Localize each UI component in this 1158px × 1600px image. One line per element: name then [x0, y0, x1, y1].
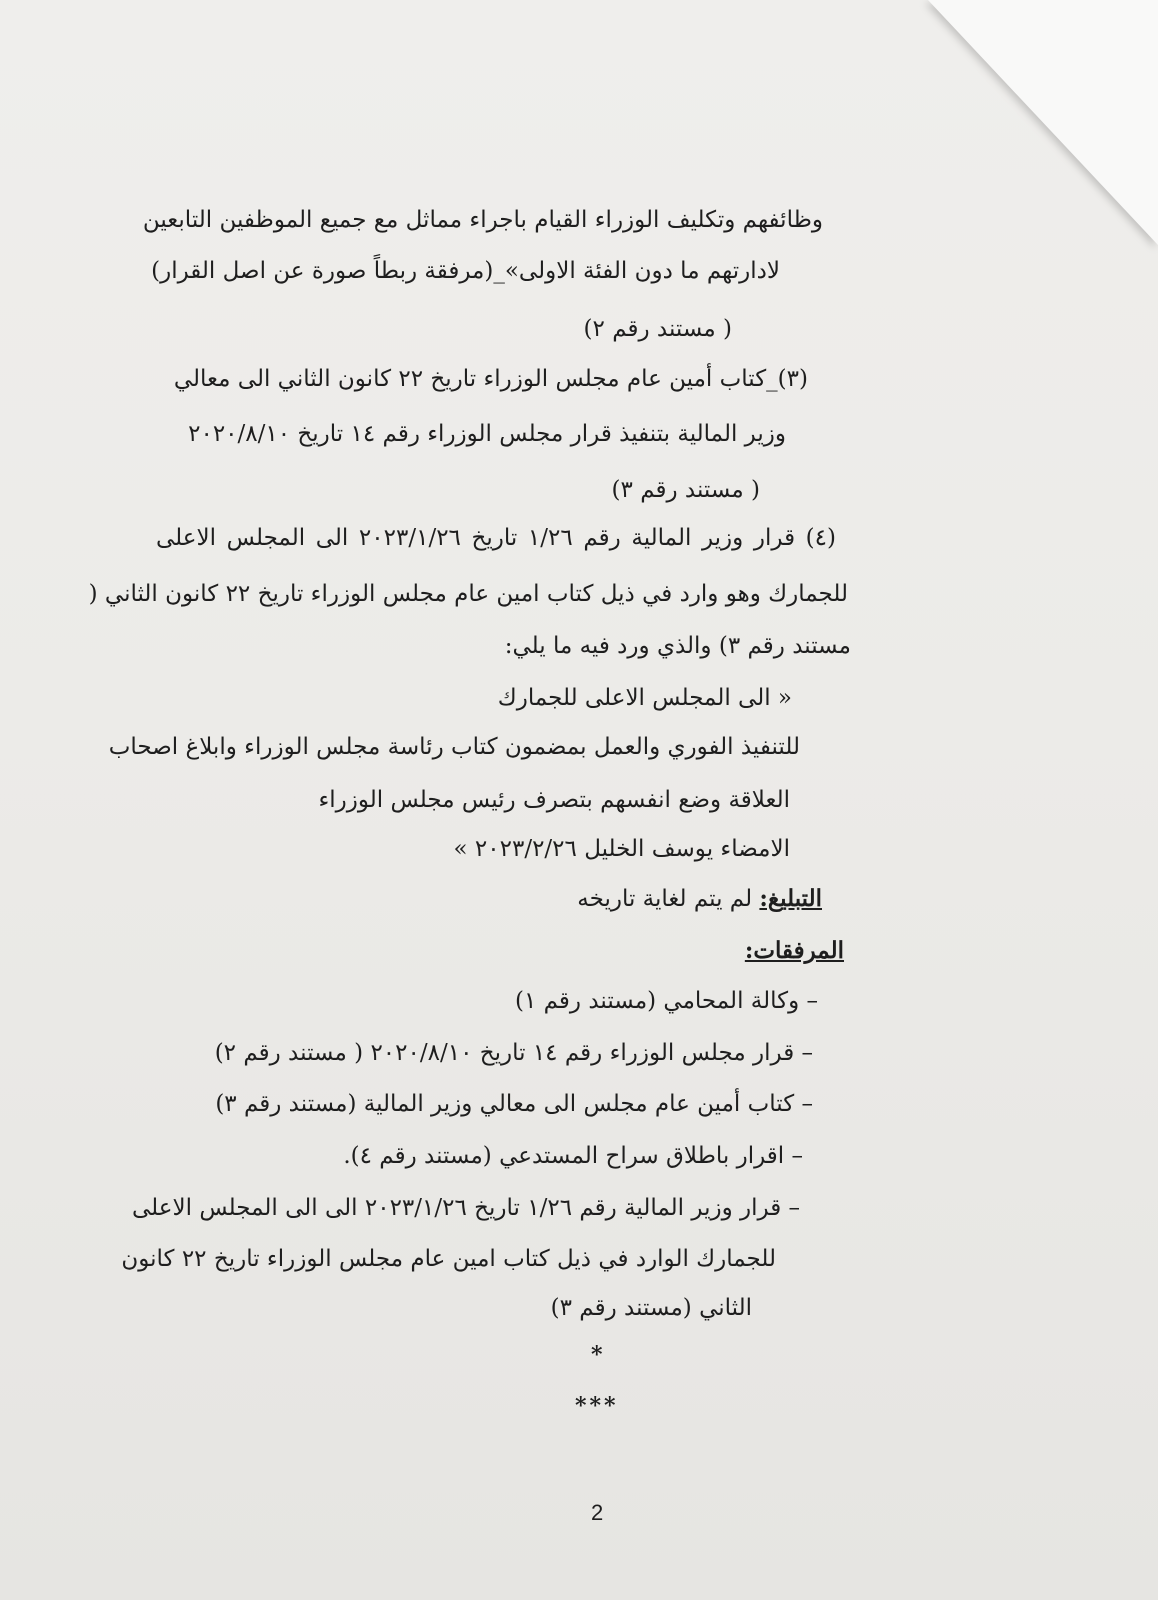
text-line-4: (٣)_كتاب أمين عام مجلس الوزراء تاريخ ٢٢ كانون الثاني الى معالي — [173, 366, 808, 392]
attachment-item: – اقرار باطلاق سراح المستدعي (مستند رقم ٤). — [343, 1141, 803, 1171]
text-line-8: للجمارك وهو وارد في ذيل كتاب امين عام مجلس الوزراء تاريخ ٢٢ كانون الثاني ( — [88, 581, 848, 607]
text-line-9: مستند رقم ٣) والذي ورد فيه ما يلي: — [504, 633, 851, 659]
attachment-continuation: الثاني (مستند رقم ٣) — [550, 1295, 752, 1321]
text-line-5: وزير المالية بتنفيذ قرار مجلس الوزراء رقم ١٤ تاريخ ٢٠٢٠/٨/١٠ — [188, 421, 786, 447]
attachment-item: – قرار وزير المالية رقم ١/٢٦ تاريخ ٢٠٢٣/١/٢٦ الى الى المجلس الاعلى — [160, 1193, 800, 1223]
attachment-continuation: للجمارك الوارد في ذيل كتاب امين عام مجلس الوزراء تاريخ ٢٢ كانون — [121, 1246, 776, 1272]
attachment-item: – وكالة المحامي (مستند رقم ١) — [515, 986, 818, 1016]
folded-corner — [928, 0, 1158, 245]
separator-single: * — [591, 1342, 606, 1368]
text-line-6: ( مستند رقم ٣) — [611, 477, 760, 503]
text-line-13: الامضاء يوسف الخليل ٢٠٢٣/٢/٢٦ » — [453, 836, 790, 862]
text-line-11: للتنفيذ الفوري والعمل بمضمون كتاب رئاسة مجلس الوزراء وابلاغ اصحاب — [108, 734, 800, 760]
page-number: 2 — [591, 1500, 604, 1525]
text-line-12: العلاقة وضع انفسهم بتصرف رئيس مجلس الوزراء — [318, 787, 790, 813]
text-line-1: وظائفهم وتكليف الوزراء القيام باجراء مماثل مع جميع الموظفين التابعين — [142, 207, 823, 233]
notification-line — [577, 884, 822, 914]
text-line-10: « الى المجلس الاعلى للجمارك — [497, 685, 792, 711]
separator-triple: *** — [575, 1393, 619, 1419]
text-line-7: (٤) قرار وزير المالية رقم ١/٢٦ تاريخ ٢٠٢٣/١/٢٦ الى المجلس الاعلى — [156, 525, 836, 551]
notification-text: لم يتم لغاية تاريخه — [577, 886, 760, 912]
notification-label: التبليغ: — [759, 885, 822, 912]
attachment-item: – قرار مجلس الوزراء رقم ١٤ تاريخ ٢٠٢٠/٨/١٠ ( مستند رقم ٢) — [215, 1038, 813, 1068]
attachments-heading: المرفقات: — [744, 937, 844, 964]
text-line-3: ( مستند رقم ٢) — [583, 316, 732, 342]
attachment-item: – كتاب أمين عام مجلس الى معالي وزير المالية (مستند رقم ٣) — [215, 1089, 813, 1119]
text-line-2: لادارتهم ما دون الفئة الاولى»_(مرفقة ربطاً صورة عن اصل القرار) — [151, 258, 780, 284]
